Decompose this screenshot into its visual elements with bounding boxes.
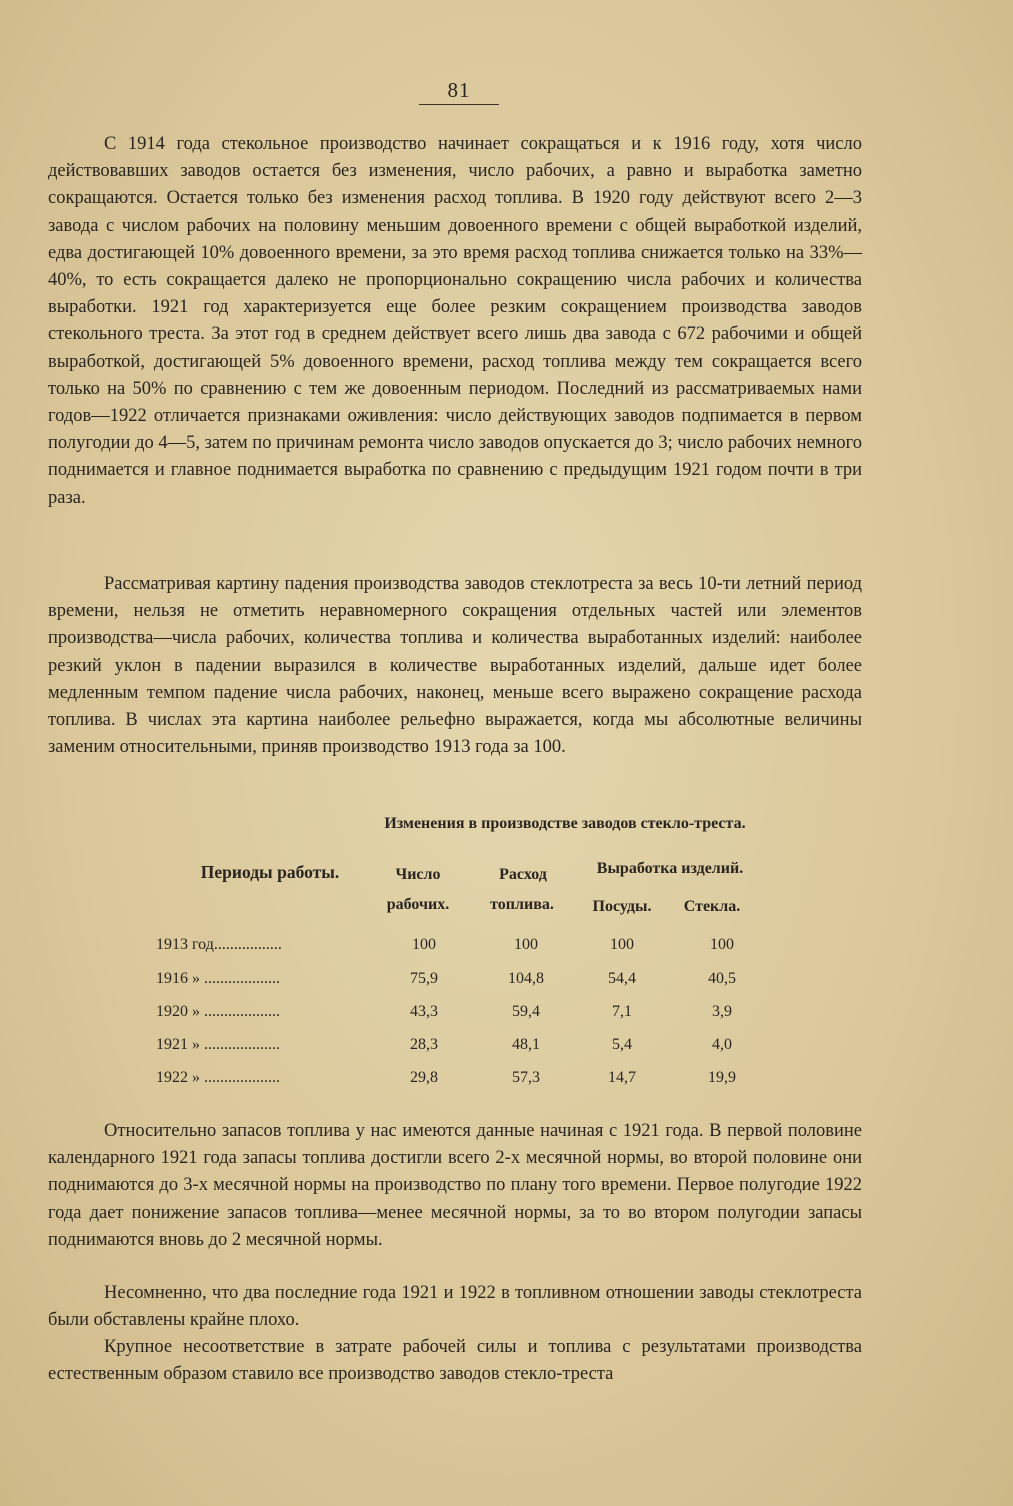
header-workers-line1: Число	[395, 866, 441, 883]
row-period: 1921 » ...................	[156, 1036, 280, 1053]
paragraph-5: Крупное несоответствие в затрате рабочей силы и топлива с результатами производства естественным образом ставило все производство заводов стекло-треста	[48, 1337, 862, 1385]
header-fuel-line1: Расход	[499, 866, 547, 883]
table-row	[156, 1003, 756, 1027]
page-number-rule	[419, 104, 499, 105]
page-number: 81	[447, 78, 471, 102]
paragraph-4: Несомненно, что два последние года 1921 и 1922 в топливном отношении заводы стеклотреста были обставлены крайне плохо.	[48, 1283, 862, 1331]
row-dishes: 5,4	[612, 1036, 632, 1053]
row-dishes: 54,4	[608, 970, 636, 987]
header-dishes: Посуды.	[592, 898, 652, 915]
row-glass: 3,9	[712, 1003, 732, 1020]
header-fuel-line2: топлива.	[490, 896, 554, 913]
table-row	[156, 970, 756, 994]
table-row	[156, 936, 756, 960]
header-periods: Периоды работы.	[200, 862, 340, 882]
header-glass: Стекла.	[683, 898, 741, 915]
row-dishes: 14,7	[608, 1069, 636, 1086]
row-dishes: 7,1	[612, 1003, 632, 1020]
row-fuel: 100	[514, 936, 538, 953]
row-workers: 75,9	[410, 970, 438, 987]
row-workers: 29,8	[410, 1069, 438, 1086]
row-workers: 28,3	[410, 1036, 438, 1053]
row-glass: 4,0	[712, 1036, 732, 1053]
row-dishes: 100	[610, 936, 634, 953]
table-row	[156, 1036, 756, 1060]
table-row	[156, 1069, 756, 1093]
paragraph-2: Рассматривая картину падения производства заводов стеклотреста за весь 10-ти летний период времени, нельзя не отметить неравномерного сокращения отдельных частей или элементов производства—числа рабочих, количества топлива и количества выработанных изделий: наиболее резкий уклон в падении выразился в количестве выработанных изделий, дальше идет более медленным темпом падение числа рабочих, наконец, меньше всего выражено сокращение расхода топлива. В числах эта картина наиболее рельефно выражается, когда мы абсолютные величины заменим относительными, приняв производство 1913 года за 100.	[48, 574, 862, 758]
row-workers: 100	[412, 936, 436, 953]
row-period: 1922 » ...................	[156, 1069, 280, 1086]
paragraph-3: Относительно запасов топлива у нас имеются данные начиная с 1921 года. В первой половине календарного 1921 года запасы топлива достигли всего 2-х месячной нормы, во второй половине они поднимаются до 3-х месячной нормы на производство по плану того времени. Первое полугодие 1922 года дает понижение запасов топлива—менее месячной нормы, за то во втором полугодии запасы поднимаются вновь до 2 месячной нормы.	[48, 1121, 862, 1250]
table-caption: Изменения в производстве заводов стекло-треста.	[384, 815, 746, 832]
row-workers: 43,3	[410, 1003, 438, 1020]
row-glass: 100	[710, 936, 734, 953]
row-period: 1913 год.................	[156, 936, 282, 953]
row-fuel: 104,8	[508, 970, 544, 987]
row-period: 1920 » ...................	[156, 1003, 280, 1020]
row-fuel: 48,1	[512, 1036, 540, 1053]
row-glass: 40,5	[708, 970, 736, 987]
row-period: 1916 » ...................	[156, 970, 280, 987]
row-fuel: 57,3	[512, 1069, 540, 1086]
row-fuel: 59,4	[512, 1003, 540, 1020]
header-workers-line2: рабочих.	[386, 896, 450, 913]
row-glass: 19,9	[708, 1069, 736, 1086]
paragraph-1: С 1914 года стекольное производство начинает сокращаться и к 1916 году, хотя число действовавших заводов остается без изменения, число рабочих, а равно и выработка заметно сокращаются. Остается только без изменения расход топлива. В 1920 году действуют всего 2—3 завода с числом рабочих на половину меньшим довоенного времени с общей выработкой изделий, едва достигающей 10% довоенного времени, за это время расход топлива снижается только на 33%—40%, то есть сокращается далеко не пропорционально сокращению числа рабочих и количества выработки. 1921 год характеризуется еще более резким сокращением производства заводов стекольного треста. За этот год в среднем действует всего лишь два завода с 672 рабочими и общей выработкой, достигающей 5% довоенного времени, расход топлива между тем сокращается всего только на 50% по сравнению с тем же довоенным периодом. Последний из рассматриваемых нами годов—1922 отличается признаками оживления: число действующих заводов подпимается в первом полугодии до 4—5, затем по причинам ремонта число заводов опускается до 3; число рабочих немного поднимается и главное поднимается выработка по сравнению с предыдущим 1921 годом почти в три раза.	[48, 134, 862, 508]
header-output: Выработка изделий.	[596, 860, 744, 877]
